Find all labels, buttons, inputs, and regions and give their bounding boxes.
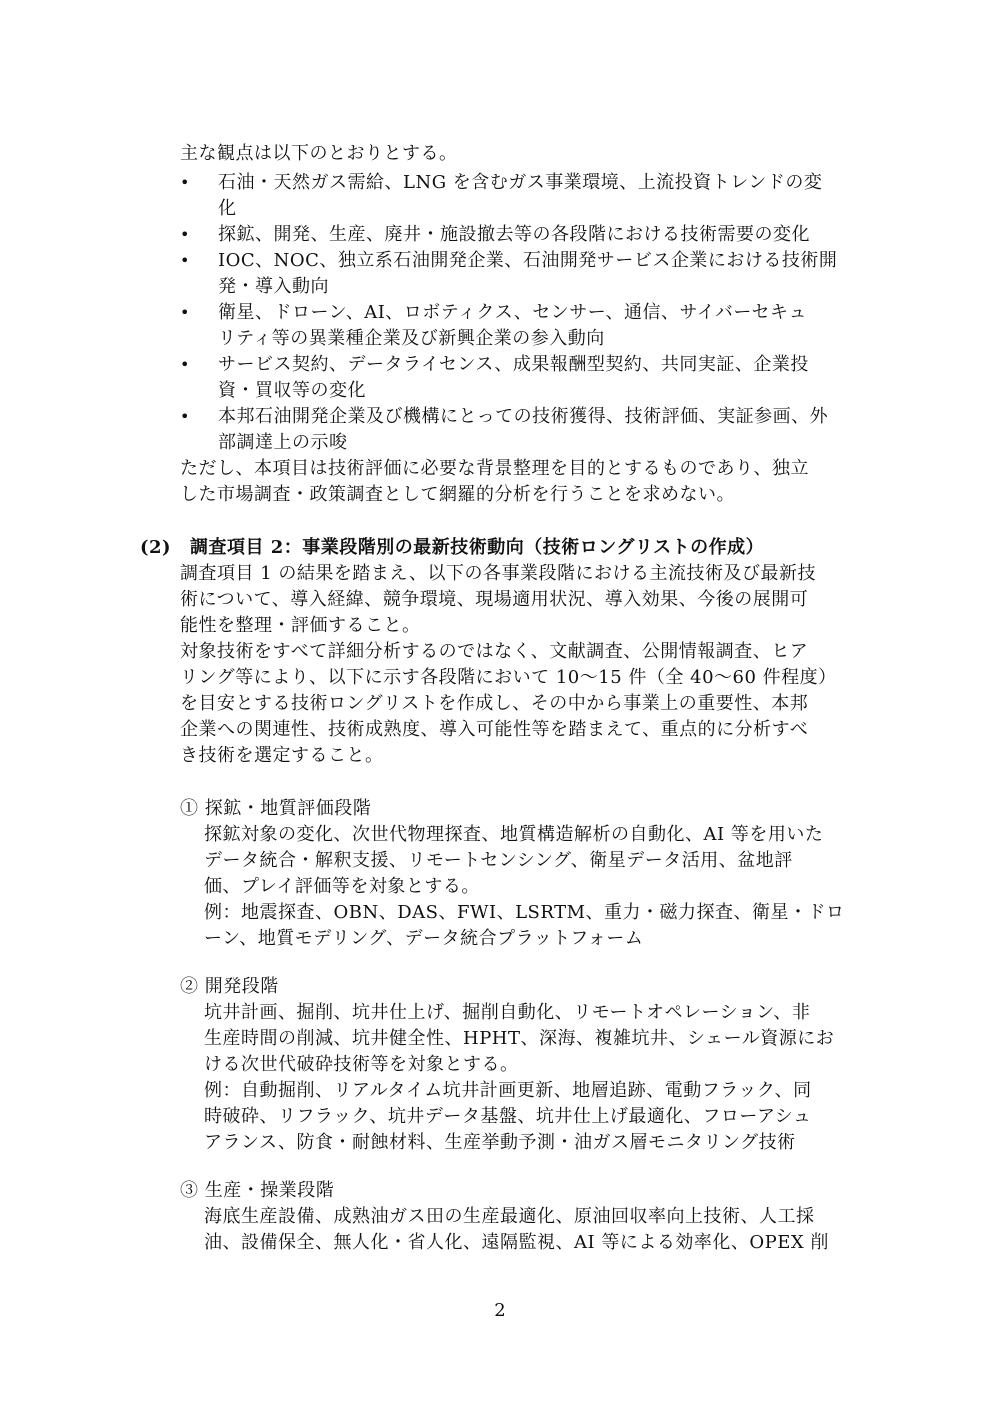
stage-heading: ① 探鉱・地質評価段階 — [180, 798, 372, 819]
bullet-marker: • — [180, 355, 190, 374]
bullet-marker: • — [180, 407, 190, 426]
stage-line: アランス、防食・耐蝕材料、生産挙動予測・油ガス層モニタリング技術 — [204, 1132, 796, 1153]
stage-line: 例：地震探査、OBN、DAS、FWI、LSRTM、重力・磁力探査、衛星・ドロ — [204, 902, 845, 923]
section-title: 調査項目 2：事業段階別の最新技術動向（技術ロングリストの作成） — [190, 537, 765, 558]
bullet-line: 資・買収等の変化 — [218, 380, 366, 401]
bullet-marker: • — [180, 303, 190, 322]
stage-line: 坑井計画、掘削、坑井仕上げ、掘削自動化、リモートオペレーション、非 — [204, 1002, 811, 1023]
paragraph-line: 能性を整理・評価すること。 — [180, 615, 421, 636]
stage-line: 探鉱対象の変化、次世代物理探査、地質構造解析の自動化、AI 等を用いた — [204, 824, 824, 845]
bullet-line: 部調達上の示唆 — [218, 432, 348, 453]
paragraph-line: を目安とする技術ロングリストを作成し、その中から事業上の重要性、本邦 — [180, 693, 809, 714]
bullet-line: 化 — [218, 198, 237, 219]
note-line: した市場調査・政策調査として網羅的分析を行うことを求めない。 — [180, 484, 735, 505]
paragraph-line: 企業への関連性、技術成熟度、導入可能性等を踏まえて、重点的に分析すべ — [180, 719, 809, 740]
stage-line: 価、プレイ評価等を対象とする。 — [204, 876, 480, 897]
paragraph-line: 対象技術をすべて詳細分析するのではなく、文献調査、公開情報調査、ヒア — [180, 641, 809, 662]
bullet-line: 発・導入動向 — [218, 276, 329, 297]
stage-line: 油、設備保全、無人化・省人化、遠隔監視、AI 等による効率化、OPEX 削 — [204, 1232, 829, 1253]
paragraph-line: き技術を選定すること。 — [180, 745, 384, 766]
paragraph-line: 術について、導入経緯、競争環境、現場適用状況、導入効果、今後の展開可 — [180, 589, 809, 610]
paragraph-line: 調査項目 1 の結果を踏まえ、以下の各事業段階における主流技術及び最新技 — [180, 563, 816, 584]
bullet-line: 本邦石油開発企業及び機構にとっての技術獲得、技術評価、実証参画、外 — [218, 406, 829, 427]
bullet-marker: • — [180, 225, 190, 244]
bullet-marker: • — [180, 173, 190, 192]
stage-line: 生産時間の削減、坑井健全性、HPHT、深海、複雑坑井、シェール資源にお — [204, 1028, 835, 1049]
note-line: ただし、本項目は技術評価に必要な背景整理を目的とするものであり、独立 — [180, 458, 809, 479]
bullet-line: 衛星、ドローン、AI、ロボティクス、センサー、通信、サイバーセキュ — [218, 302, 808, 323]
stage-line: ーン、地質モデリング、データ統合プラットフォーム — [204, 928, 644, 949]
stage-line: 海底生産設備、成熟油ガス田の生産最適化、原油回収率向上技術、人工採 — [204, 1206, 815, 1227]
bullet-line: サービス契約、データライセンス、成果報酬型契約、共同実証、企業投 — [218, 354, 809, 375]
intro-text: 主な観点は以下のとおりとする。 — [180, 143, 458, 164]
paragraph-line: リング等により、以下に示す各段階において 10〜15 件（全 40〜60 件程度） — [180, 667, 837, 688]
stage-heading: ② 開発段階 — [180, 976, 279, 997]
stage-heading: ③ 生産・操業段階 — [180, 1180, 335, 1201]
stage-line: データ統合・解釈支援、リモートセンシング、衛星データ活用、盆地評 — [204, 850, 793, 871]
stage-line: 例：自動掘削、リアルタイム坑井計画更新、地層追跡、電動フラック、同 — [204, 1080, 812, 1101]
bullet-line: IOC、NOC、独立系石油開発企業、石油開発サービス企業における技術開 — [218, 250, 838, 271]
bullet-line: リティ等の異業種企業及び新興企業の参入動向 — [218, 328, 605, 349]
section-number: (2) — [140, 537, 172, 558]
bullet-line: 探鉱、開発、生産、廃井・施設撤去等の各段階における技術需要の変化 — [218, 224, 810, 245]
bullet-line: 石油・天然ガス需給、LNG を含むガス事業環境、上流投資トレンドの変 — [218, 172, 823, 193]
bullet-marker: • — [180, 251, 190, 270]
stage-line: 時破砕、リフラック、坑井データ基盤、坑井仕上げ最適化、フローアシュ — [204, 1106, 812, 1127]
page-number: 2 — [494, 1300, 506, 1321]
stage-line: ける次世代破砕技術等を対象とする。 — [204, 1054, 519, 1075]
